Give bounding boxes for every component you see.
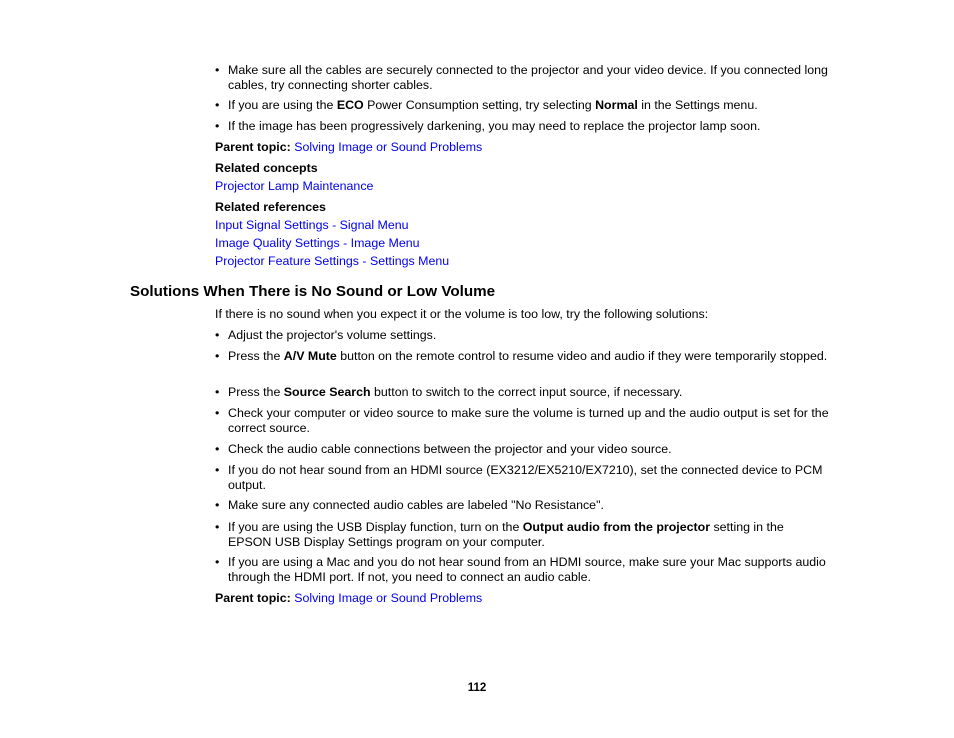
bullet-glyph: •	[215, 463, 220, 477]
list-item	[215, 520, 830, 550]
bullet-glyph: •	[215, 349, 220, 363]
list-item-text: Make sure all the cables are securely connected to the projector and your video device. If you connected long cables, try connecting shorter cables.	[228, 63, 828, 92]
list-item	[215, 98, 830, 113]
parent-topic	[215, 591, 482, 606]
list-item	[215, 119, 830, 134]
bullet-glyph: •	[215, 385, 220, 399]
list-item	[215, 442, 830, 457]
page-number: 112	[467, 682, 487, 694]
list-item-text: Make sure any connected audio cables are labeled "No Resistance".	[228, 498, 604, 512]
list-item-text: Adjust the projector's volume settings.	[228, 328, 437, 342]
related-concept-link[interactable]: Projector Lamp Maintenance	[215, 179, 374, 193]
related-references-label: Related references	[215, 200, 326, 214]
output-audio-term: Output audio from the projector	[522, 520, 711, 534]
source-search-term: Source Search	[283, 385, 371, 399]
list-item-text: Press the A/V Mute button on the remote control to resume video and audio if they were temporarily stopped.	[228, 349, 828, 363]
bullet-glyph: •	[215, 119, 220, 133]
bullet-glyph: •	[215, 406, 220, 420]
list-item	[215, 463, 830, 493]
list-item-text: Check the audio cable connections between the projector and your video source.	[228, 442, 672, 456]
list-item	[215, 406, 830, 436]
list-item	[215, 349, 830, 364]
list-item	[215, 328, 830, 343]
list-item	[215, 385, 830, 400]
bullet-glyph: •	[215, 555, 220, 569]
bullet-glyph: •	[215, 498, 220, 512]
list-item-text: If you are using the USB Display function, turn on the Output audio from the projector setting in the EPSON USB Display Settings program on your computer.	[228, 520, 784, 549]
bullet-glyph: •	[215, 63, 220, 77]
parent-topic-label: Parent topic:	[215, 140, 291, 154]
bullet-glyph: •	[215, 98, 220, 112]
parent-topic-label: Parent topic:	[215, 591, 291, 605]
av-mute-term: A/V Mute	[283, 349, 337, 363]
list-item-text: If you are using the ECO Power Consumption setting, try selecting Normal in the Settings menu.	[228, 98, 758, 112]
bullet-glyph: •	[215, 520, 220, 534]
normal-term: Normal	[595, 98, 638, 112]
related-reference-link[interactable]: Input Signal Settings - Signal Menu	[215, 218, 409, 232]
parent-topic	[215, 140, 482, 155]
related-reference-link[interactable]: Image Quality Settings - Image Menu	[215, 236, 420, 250]
list-item	[215, 63, 830, 93]
related-concepts-label: Related concepts	[215, 161, 318, 175]
related-reference-link[interactable]: Projector Feature Settings - Settings Menu	[215, 254, 450, 268]
list-item	[215, 498, 830, 513]
list-item	[215, 555, 830, 585]
parent-topic-link[interactable]: Solving Image or Sound Problems	[294, 591, 483, 605]
section-heading: Solutions When There is No Sound or Low Volume	[130, 283, 496, 300]
list-item-text: If the image has been progressively darkening, you may need to replace the projector lamp soon.	[228, 119, 761, 133]
list-item-text: If you are using a Mac and you do not hear sound from an HDMI source, make sure your Mac supports audio through the HDMI port. If not, you need to connect an audio cable.	[228, 555, 826, 584]
bullet-glyph: •	[215, 328, 220, 342]
parent-topic-link[interactable]: Solving Image or Sound Problems	[294, 140, 483, 154]
bullet-glyph: •	[215, 442, 220, 456]
list-item-text: Check your computer or video source to make sure the volume is turned up and the audio output is set for the correct source.	[228, 406, 829, 435]
list-item-text: Press the Source Search button to switch to the correct input source, if necessary.	[228, 385, 683, 399]
list-item-text: If you do not hear sound from an HDMI source (EX3212/EX5210/EX7210), set the connected device to PCM output.	[228, 463, 823, 492]
eco-term: ECO	[336, 98, 364, 112]
section-intro: If there is no sound when you expect it or the volume is too low, try the following solutions:	[215, 307, 709, 321]
